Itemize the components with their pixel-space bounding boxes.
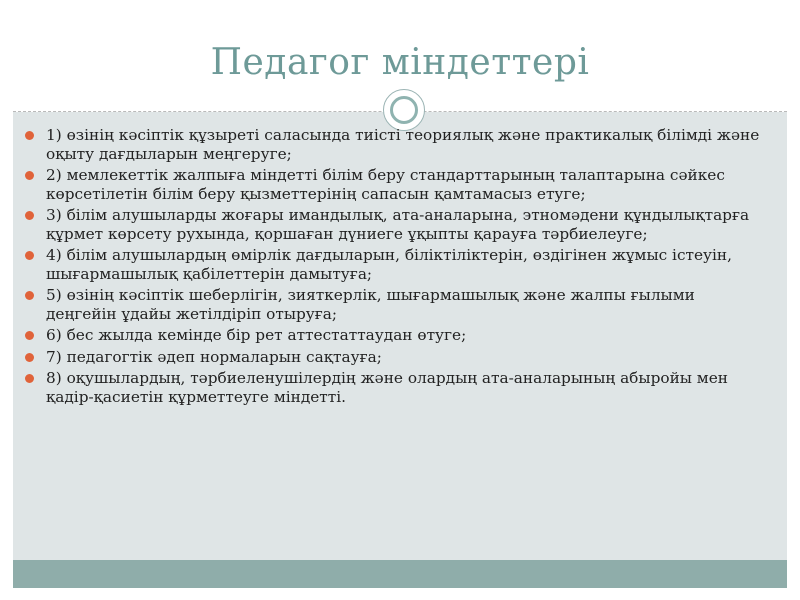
- bullet-dot-icon: [25, 331, 34, 340]
- bullet-item: [30, 206, 760, 243]
- circle-ornament-inner: [390, 96, 418, 124]
- bullet-dot-icon: [25, 171, 34, 180]
- bullet-text: 8) оқушылардың, тәрбиеленушілердің және олардың ата-аналарының абыройы мен қадір-қасиетін құрметтеуге міндетті.: [46, 369, 728, 406]
- bullet-dot-icon: [25, 353, 34, 362]
- bullet-text: 7) педагогтік әдеп нормаларын сақтауға;: [46, 347, 382, 366]
- bullet-item: [30, 348, 760, 367]
- bullet-item: [30, 126, 760, 163]
- bullet-dot-icon: [25, 211, 34, 220]
- circle-ornament-icon: [383, 89, 425, 131]
- bullet-text: 4) білім алушылардың өмірлік дағдыларын, біліктіліктерін, өздігінен жұмыс істеуін, шығармашылық қабілеттерін дамытуға;: [46, 246, 732, 283]
- bullet-text: 3) білім алушыларды жоғары имандылық, ата-аналарына, этномәдени құндылықтарға құрмет көрсету рухында, қоршаған дүниеге ұқыпты қарауға тәрбиелеуге;: [46, 206, 750, 243]
- bullet-text: 6) бес жылда кемінде бір рет аттестаттаудан өтуге;: [46, 326, 467, 344]
- bullet-dot-icon: [25, 251, 34, 260]
- bullet-dot-icon: [25, 131, 34, 140]
- bullet-item: [30, 246, 760, 283]
- bullet-text: 2) мемлекеттік жалпыға міндетті білім беру стандарттарының талаптарына сәйкес көрсетілетін білім беру қызметтерінің сапасын қамтамасыз етуге;: [46, 166, 725, 203]
- slide-title: Педагог міндеттері: [210, 42, 590, 83]
- bullet-dot-icon: [25, 374, 34, 383]
- footer-bar: [13, 560, 787, 588]
- bullet-list: [30, 126, 760, 409]
- bullet-item: [30, 369, 760, 406]
- bullet-dot-icon: [25, 291, 34, 300]
- bullet-text: 1) өзінің кәсіптік құзыреті саласында тиісті теориялық және практикалық білімді және оқыту дағдыларын меңгеруге;: [46, 126, 760, 163]
- bullet-item: [30, 166, 760, 203]
- bullet-item: [30, 326, 760, 345]
- bullet-text: 5) өзінің кәсіптік шеберлігін, зияткерлік, шығармашылық және жалпы ғылыми деңгейін ұдайы жетілдіріп отыруға;: [46, 286, 695, 323]
- bullet-item: [30, 286, 760, 323]
